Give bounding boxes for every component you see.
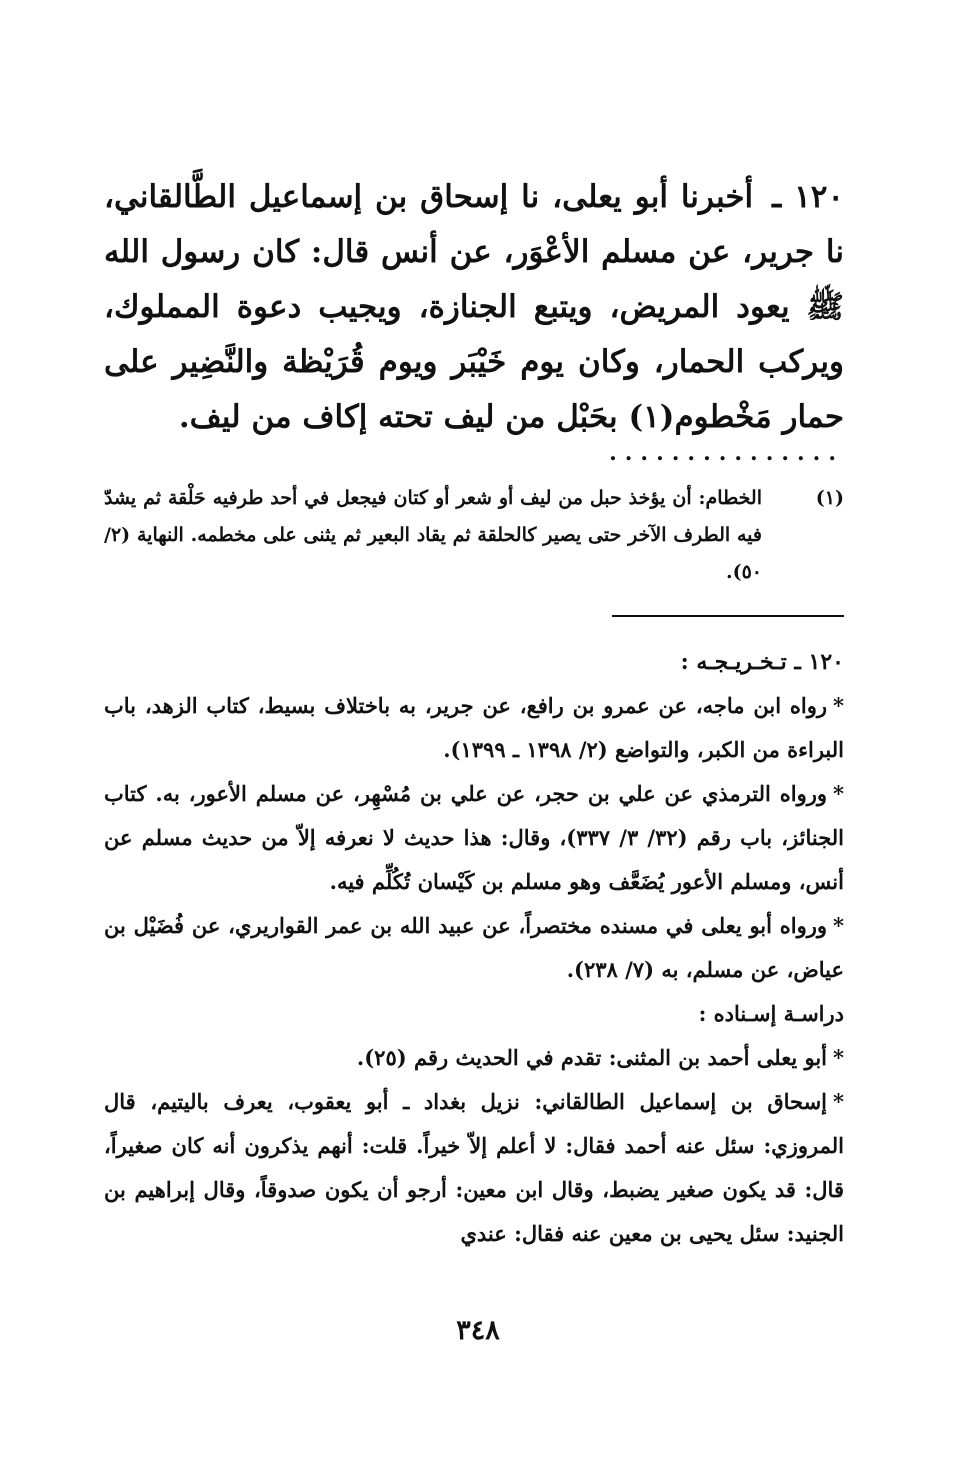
- bullet-star: *: [833, 1045, 844, 1070]
- footnote-text: الخطام: أن يؤخذ حبل من ليف أو شعر أو كتان فيجعل في أحد طرفيه حَلْقة ثم يشدّ فيه الطرف الآخر حتى يصير كالحلقة ثم يقاد البعير ثم يثنى على مخطمه. النهاية (٢/ ٥٠).: [104, 487, 762, 583]
- takhrij-item: *ورواه أبو يعلى في مسنده مختصراً، عن عبيد الله بن عمر القواريري، عن فُضَيْل بن عياض، عن مسلم، به (٧/ ٢٣٨).: [104, 913, 844, 982]
- isnad-item: *إسحاق بن إسماعيل الطالقاني: نزيل بغداد ـ أبو يعقوب، يعرف باليتيم، قال المروزي: سئل عنه أحمد فقال: لا أعلم إلاّ خيراً. قلت: أنهم يذكرون أنه كان صغيراً، قال: قد يكون صغير يضبط، وقال ابن معين: أرجو أن يكون صدوقاً، وقال إبراهيم بن الجنيد: سئل يحيى بن معين عنه فقال: عندي: [104, 1089, 844, 1246]
- section-divider: [612, 615, 844, 617]
- footnote-mark: (١): [815, 487, 844, 509]
- footnote-separator-dots: ...............: [609, 440, 844, 466]
- isnad-item: *أبو يعلى أحمد بن المثنى: تقدم في الحديث رقم (٢٥).: [356, 1045, 844, 1070]
- bullet-star: *: [833, 1089, 844, 1114]
- footnote: [104, 480, 844, 591]
- hadith-body: أخبرنا أبو يعلى، نا إسحاق بن إسماعيل الطَّالقاني، نا جرير، عن مسلم الأعْوَر، عن أنس قال: كان رسول الله ﷺ يعود المريض، ويتبع الجنازة، ويجيب دعوة المملوك، ويركب الحمار، وكان يوم خَيْبَر ويوم قُرَيْظة والنَّضِير على حمار مَخْطوم(١) بحَبْل من ليف تحته إكاف من ليف.: [104, 179, 844, 435]
- takhrij-heading: ١٢٠ ـ تـخـريـجـه :: [680, 649, 844, 675]
- hadith-text: [104, 170, 844, 445]
- takhrij-item: *رواه ابن ماجه، عن عمرو بن رافع، عن جرير، به باختلاف بسيط، كتاب الزهد، باب البراءة من الكبر، والتواضع (٢/ ١٣٩٨ ـ ١٣٩٩).: [104, 693, 844, 762]
- hadith-paragraph: [104, 170, 844, 445]
- bullet-star: *: [833, 693, 844, 718]
- bullet-star: *: [833, 781, 844, 806]
- bullet-star: *: [833, 913, 844, 938]
- takhrij-item: *ورواه الترمذي عن علي بن حجر، عن علي بن مُسْهِر، عن مسلم الأعور، به. كتاب الجنائز، باب رقم (٣٢/ ٣/ ٣٣٧)، وقال: هذا حديث لا نعرفه إلاّ من حديث مسلم عن أنس، ومسلم الأعور يُضَعَّف وهو مسلم بن كَيْسان تُكُلِّم فيه.: [104, 781, 845, 894]
- page-number: ٣٤٨: [456, 1315, 500, 1346]
- isnad-study-heading: دراسـة إسـناده :: [698, 1001, 844, 1026]
- hadith-number: ١٢٠ ـ: [772, 179, 845, 215]
- takhrij-section: [104, 640, 844, 1256]
